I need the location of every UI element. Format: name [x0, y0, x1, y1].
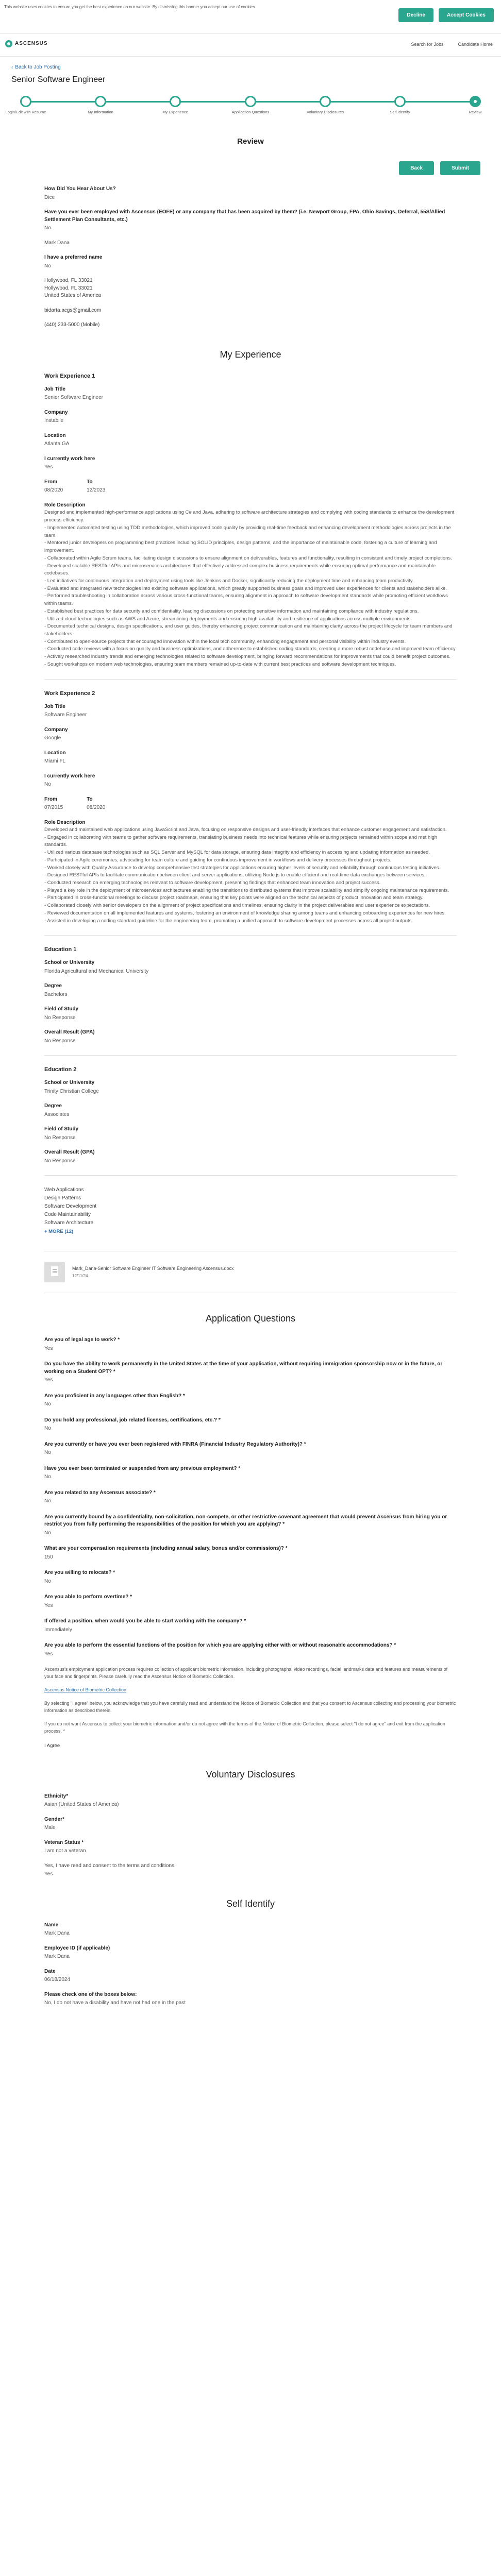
question-label: If offered a position, when would you be able to start working with the company? *	[44, 1618, 246, 1624]
address-line: Hollywood, FL 33021	[44, 285, 93, 291]
search-jobs-link[interactable]: Search for Jobs	[411, 42, 444, 47]
header-nav	[411, 41, 493, 48]
currently-work-here-label: I currently work here	[44, 773, 95, 779]
question-answer: No	[44, 1450, 51, 1456]
currently-work-here-value: Yes	[44, 464, 53, 470]
question-answer: No	[44, 1401, 51, 1408]
biometric-notice-link[interactable]: Ascensus Notice of Biometric Collection	[44, 1687, 127, 1692]
education-2	[44, 1066, 457, 1165]
degree-label: Degree	[44, 1103, 62, 1109]
question-answer: Yes	[44, 1377, 53, 1383]
question-answer: 150	[44, 1554, 53, 1560]
info-email	[44, 307, 457, 315]
school-label: School or University	[44, 960, 95, 966]
step-voluntary-disclosures	[305, 95, 346, 114]
date-range	[44, 796, 457, 812]
step-my-experience	[155, 95, 196, 114]
location-label: Location	[44, 432, 66, 438]
step-complete-icon	[170, 96, 181, 107]
field-label: Field of Study	[44, 1006, 79, 1012]
skill-item: Web Applications	[44, 1187, 84, 1193]
step-label: Voluntary Disclosures	[306, 109, 344, 114]
question-answer: Yes	[44, 1602, 53, 1608]
step-self-identify	[379, 95, 421, 114]
date-value: 06/18/2024	[44, 1977, 71, 1983]
question-label: Are you able to perform the essential functions of the position for which you are applying either with or without reasonable accommodations? *	[44, 1642, 396, 1649]
degree-value: Bachelors	[44, 991, 68, 997]
review-content	[44, 175, 457, 2007]
notice-link-row	[44, 1687, 457, 1694]
resume-attachment[interactable]	[44, 1251, 457, 1293]
job-title-label: Job Title	[44, 386, 65, 392]
job-title-value: Senior Software Engineer	[44, 395, 103, 401]
show-more-skills-link[interactable]: + MORE (12)	[44, 1229, 74, 1235]
gender-label: Gender*	[44, 1816, 64, 1822]
accept-cookies-button[interactable]: Accept Cookies	[439, 8, 494, 22]
work-experience-2	[44, 690, 457, 925]
ethnicity-value: Asian (United States of America)	[44, 1802, 119, 1807]
job-title-value: Software Engineer	[44, 712, 87, 718]
gpa-value: No Response	[44, 1038, 76, 1044]
veteran-status-value: I am not a veteran	[44, 1848, 86, 1854]
company-value: Google	[44, 735, 61, 741]
resume-file-name[interactable]: Mark_Dana-Senior Software Engineer IT Software Engineering Ascensus.docx	[72, 1265, 234, 1271]
question-label: Do you have the ability to work permanently in the United States at the time of your application, without requiring immigration sponsorship now or in the future, or working on a Student OPT? *	[44, 1361, 443, 1375]
voluntary-disclosures-section	[44, 1793, 457, 1878]
step-current-icon	[470, 96, 481, 107]
progress-steps	[5, 95, 486, 128]
step-complete-icon	[20, 96, 31, 107]
to-label: To	[87, 796, 93, 802]
question-answer: Yes	[44, 1345, 53, 1351]
question-label: Do you hold any professional, job related licenses, certifications, etc.? *	[44, 1417, 221, 1423]
date-range	[44, 479, 457, 495]
role-description: Developed and maintained web applications using JavaScript and Java, focusing on responsive designs and user-friendly interfaces that enhance customer engagement and satisfaction. - Engaged in collaborating with teams to gather software requirements, translating business needs into technical features while ensuring projects remained within scope and met high standards. - Utilized various database technologies such as SQL Server and MySQL for data storage, ensuring data integrity and efficiency in accessing and updating information as needed. - Participated in Agile ceremonies, advocating for team culture and guiding for continuous improvement in workflows and delivery processes throughout projects. - Worked closely with Quality Assurance to develop comprehensive test strategies for applications ensuring higher levels of security and reliability through continuous testing initiatives. - Designed RESTful APIs to facilitate communication between client and server applications, utilizing Node.js to enable efficient and real-time data exchanges between services. - Conducted research on emerging technologies relevant to software development, presenting findings that enhanced team innovation and project success. - Played a key role in the deployment of microservices architectures enabling the transitions to distributed systems that improve scalability and simplify ongoing maintenance requirements. - Participated in cross-functional meetings to discuss project roadmaps, ensuring that key points were aligned on the technical aspects of product innovation and team strategy. - Collaborated closely with senior developers on the alignment of project specifications and timelines, ensuring clarity in the project deliverables and user experience expectations. - Reviewed documentation on all implemented features and systems, fostering an environment of knowledge sharing among teams and enhancing onboarding experiences for new hires. - Assisted in developing a coding standard guideline for the engineering team, promoting a unified approach to software development processes across all project outputs.	[44, 827, 449, 924]
step-label: Application Questions	[231, 109, 270, 114]
field-label: Field of Study	[44, 1126, 79, 1132]
divider	[44, 1175, 457, 1176]
cookie-text: This website uses cookies to ensure you get the best experience on our website. By dismissing this banner you accept our use of cookies.	[4, 5, 256, 9]
name-value: Mark Dana	[44, 1930, 70, 1937]
question-answer: Immediately	[44, 1626, 72, 1633]
application-questions-section	[44, 1336, 457, 1749]
step-label: My Experience	[162, 109, 188, 114]
submit-button[interactable]: Submit	[440, 161, 480, 175]
role-description-label: Role Description	[44, 502, 86, 508]
email-address: bidarta.acgs@gmail.com	[44, 307, 102, 313]
question-answer: No	[44, 1474, 51, 1480]
review-title: Review	[237, 137, 264, 146]
resume-upload-date: 12/11/24	[72, 1273, 88, 1278]
self-identify-section	[44, 1922, 457, 2007]
veteran-status-label: Veteran Status *	[44, 1839, 84, 1845]
question-label: How Did You Hear About Us?	[44, 186, 116, 192]
skill-item: Design Patterns	[44, 1195, 81, 1201]
to-value: 08/2020	[87, 805, 106, 810]
divider	[44, 679, 457, 680]
school-value: Trinity Christian College	[44, 1088, 99, 1094]
info-name	[44, 240, 457, 247]
divider	[44, 1055, 457, 1056]
step-label: Review	[469, 109, 482, 114]
biometric-optout-text: If you do not want Ascensus to collect your biometric information and/or do not agree with the terms of the Notice of Biometric Collection, please select "I do not agree" and exit from the application process. *	[44, 1721, 445, 1734]
from-label: From	[44, 479, 57, 485]
step-review	[455, 95, 496, 114]
step-login	[5, 95, 46, 114]
step-complete-icon	[394, 96, 406, 107]
field-value: No Response	[44, 1134, 76, 1141]
application-questions-title: Application Questions	[205, 1313, 296, 1324]
info-address	[44, 277, 457, 300]
question-label: Are you able to perform overtime? *	[44, 1594, 132, 1600]
skill-item: Software Architecture	[44, 1220, 94, 1226]
employee-id-label: Employee ID (if applicable)	[44, 1945, 110, 1951]
question-label: Are you currently bound by a confidentiality, non-solicitation, non-compete, or other restrictive covenant agreement that would prevent Ascensus from hiring you or restrict you from fully performing the responsibilities of the position for which you are applying? *	[44, 1514, 447, 1528]
work-experience-heading: Work Experience 1	[44, 373, 95, 380]
job-title-label: Job Title	[44, 703, 65, 709]
role-description: Designed and implemented high-performance applications using C# and Java, adhering to software architecture strategies and complying with coding standards to enhance the development process efficiency. - Implemented automated testing using TDD methodologies, which improved code quality by providing real-time feedback and enhancing development methodologies across projects in the team. - Mentored junior developers on programming best practices including SOLID principles, design patterns, and the importance of maintainable code, fostering a culture of learning and improvement. - Collaborated within Agile Scrum teams, facilitating design discussions to ensure alignment on deliverables, features and functionality, resulting in consistent and timely project completions. - Developed scalable RESTful APIs and microservices architectures that effectively addressed complex business requirements while ensuring optimal performance and maintainable codebases. - Led initiatives for continuous integration and deployment using tools like Jenkins and Docker, significantly reducing the deployment time and enhancing team productivity. - Evaluated and integrated new technologies into existing software applications, which greatly supported business goals and improved user experiences for clients and stakeholders alike. - Performed troubleshooting in collaboration across various cross-functional teams, ensuring alignment in approach to software development standards while promoting efficient workflows within teams. - Established best practices for data security and confidentiality, leading discussions on protecting sensitive information and maintaining compliance with industry regulations. - Utilized cloud technologies such as AWS and Azure, streamlining deployments and ensuring high availability and resilience of applications across multiple environments. - Documented technical designs, design specifications, and user guides, thereby enhancing project communication and maintaining clarity across the project lifecycle for team members and stakeholders. - Contributed to open-source projects that encouraged innovation within the local tech community, enhancing engagement and personal visibility within industry events. - Conducted code reviews with a focus on quality and business optimizations, and adherence to established coding standards, creating a more robust codebase and improved team efficiency. - Actively researched industry trends and emerging technologies related to software development, bringing forward recommendations for improvements that could benefit project outcomes. - Sought workshops on modern web technologies, ensuring team members remained up-to-date with current best practices and software development techniques.	[44, 510, 457, 667]
back-link-label: Back to Job Posting	[15, 64, 61, 70]
step-label: Self Identify	[390, 109, 410, 114]
location-value: Miami FL	[44, 758, 66, 764]
work-experience-heading: Work Experience 2	[44, 690, 95, 697]
preferred-name-label: I have a preferred name	[44, 255, 103, 261]
divider	[44, 935, 457, 936]
to-value: 12/2023	[87, 487, 106, 494]
review-nav-buttons	[0, 161, 501, 175]
skills-section	[44, 1186, 457, 1235]
to-label: To	[87, 479, 93, 485]
question-answer: No	[44, 1530, 51, 1536]
step-application-questions	[230, 95, 271, 114]
question-answer: No	[44, 225, 51, 231]
question-answer: No	[44, 1498, 51, 1504]
work-experience-1	[44, 372, 457, 669]
document-icon	[44, 1262, 65, 1282]
role-description-label: Role Description	[44, 819, 86, 825]
my-experience-title: My Experience	[220, 349, 281, 360]
degree-label: Degree	[44, 983, 62, 989]
disability-value: No, I do not have a disability and have not had one in the past	[44, 2000, 186, 2006]
skill-item: Code Maintainability	[44, 1212, 91, 1218]
disability-label: Please check one of the boxes below:	[44, 1991, 137, 1997]
address-line: United States of America	[44, 293, 102, 299]
question-label: Are you currently or have you ever been registered with FINRA (Financial Industry Regulatory Authority)? *	[44, 1441, 306, 1447]
location-label: Location	[44, 750, 66, 756]
info-question	[44, 209, 457, 232]
school-value: Florida Agricultural and Mechanical University	[44, 968, 149, 974]
school-label: School or University	[44, 1080, 95, 1086]
currently-work-here-label: I currently work here	[44, 455, 95, 462]
date-label: Date	[44, 1968, 56, 1974]
gender-value: Male	[44, 1825, 56, 1831]
question-answer: No	[44, 1578, 51, 1584]
info-phone	[44, 321, 457, 329]
site-header	[0, 34, 501, 57]
education-heading: Education 2	[44, 1066, 77, 1073]
chevron-left-icon: ‹	[11, 64, 13, 70]
employee-id-value: Mark Dana	[44, 1954, 70, 1960]
candidate-home-link[interactable]: Candidate Home	[458, 42, 493, 47]
question-answer: Dice	[44, 194, 55, 200]
logo[interactable]	[5, 40, 48, 48]
biometric-consent-text: By selecting "I agree" below, you acknowledge that you have carefully read and understand the Notice of Biometric Collection and that you consent to Ascensus collecting and processing your biometric information as described therein.	[44, 1700, 456, 1713]
field-value: No Response	[44, 1014, 76, 1021]
cookie-banner	[0, 0, 501, 34]
company-value: Instabile	[44, 418, 64, 424]
page-title: Senior Software Engineer	[11, 75, 106, 84]
step-complete-icon	[320, 96, 331, 107]
currently-work-here-value: No	[44, 782, 51, 787]
address-line: Hollywood, FL 33021	[44, 278, 93, 284]
self-identify-title: Self Identify	[226, 1898, 275, 1909]
education-1	[44, 946, 457, 1045]
company-label: Company	[44, 409, 68, 415]
gpa-label: Overall Result (GPA)	[44, 1149, 95, 1156]
info-preferred-name	[44, 254, 457, 270]
step-complete-icon	[245, 96, 256, 107]
step-label: Login/Edit with Resume	[5, 109, 46, 114]
question-label: What are your compensation requirements (including annual salary, bonus and/or commissions)? *	[44, 1546, 288, 1552]
terms-consent-value: Yes	[44, 1871, 53, 1877]
info-question	[44, 185, 457, 201]
step-complete-icon	[95, 96, 106, 107]
company-label: Company	[44, 726, 68, 733]
from-value: 08/2020	[44, 487, 63, 494]
preferred-name-value: No	[44, 263, 51, 269]
ethnicity-label: Ethnicity*	[44, 1793, 69, 1799]
question-label: Are you proficient in any languages other than English? *	[44, 1393, 185, 1399]
phone-number: (440) 233-5000 (Mobile)	[44, 322, 100, 328]
terms-consent-text: Yes, I have read and consent to the terms and conditions.	[44, 1862, 176, 1869]
question-label: Have you ever been employed with Ascensus (EOFE) or any company that has been acquired by them? (i.e. Newport Group, FPA, Ohio Savings, Deferral, 55S/Allied Settlement Plan Consultants, etc.)	[44, 209, 445, 223]
education-heading: Education 1	[44, 946, 77, 953]
degree-value: Associates	[44, 1111, 70, 1117]
logo-text: ASCENSUS	[15, 41, 48, 46]
question-label: Have you ever been terminated or suspended from any previous employment? *	[44, 1465, 241, 1471]
gpa-label: Overall Result (GPA)	[44, 1029, 95, 1036]
step-label: My Information	[88, 109, 113, 114]
location-value: Atlanta GA	[44, 441, 70, 447]
gpa-value: No Response	[44, 1158, 76, 1164]
from-value: 07/2015	[44, 805, 63, 810]
biometric-notice: Ascensus's employment application process requires collection of applicant biometric information, including photographs, video recordings, facial landmarks data and features and measurements of your face and fingerprints. Please carefully read the Ascensus Notice of Biometric Collection.	[44, 1667, 448, 1680]
step-my-information	[80, 95, 121, 114]
voluntary-disclosures-title: Voluntary Disclosures	[206, 1769, 295, 1780]
question-label: Are you willing to relocate? *	[44, 1570, 115, 1576]
from-label: From	[44, 796, 57, 802]
question-answer: Yes	[44, 1651, 53, 1657]
full-name: Mark Dana	[44, 240, 70, 246]
name-label: Name	[44, 1922, 59, 1928]
back-to-job-posting-link[interactable]	[11, 64, 501, 72]
back-button[interactable]: Back	[399, 161, 434, 175]
question-label: Are you of legal age to work? *	[44, 1337, 120, 1343]
skill-item: Software Development	[44, 1204, 97, 1210]
question-label: Are you related to any Ascensus associate? *	[44, 1489, 156, 1496]
biometric-agree-value: I Agree	[44, 1742, 60, 1749]
decline-cookies-button[interactable]: Decline	[398, 8, 433, 22]
question-answer: No	[44, 1426, 51, 1432]
my-information-section	[44, 185, 457, 329]
logo-icon	[5, 40, 12, 47]
